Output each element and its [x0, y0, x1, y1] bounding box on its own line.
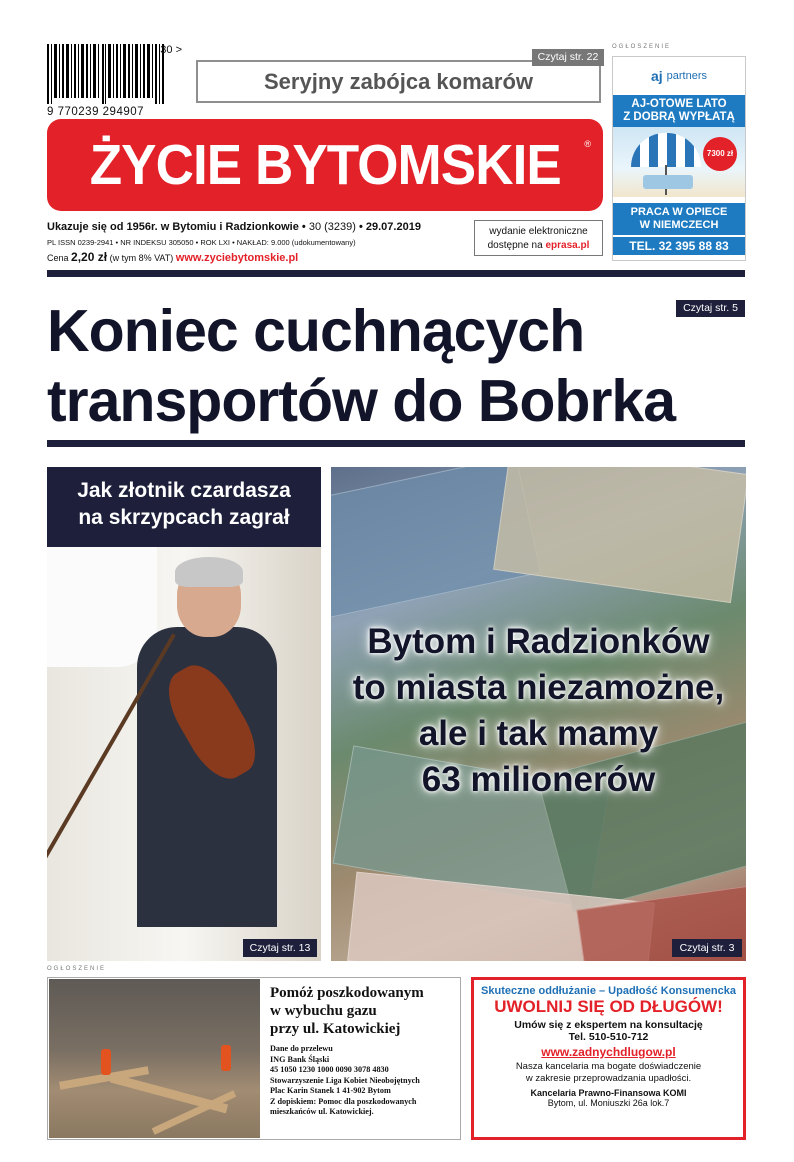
- ruins-photo: [49, 979, 260, 1138]
- logo-brand-short: aj: [650, 68, 663, 84]
- ad-debt-line7: w zakresie przeprowadzania upadłości.: [525, 1073, 692, 1084]
- masthead-title: ŻYCIE BYTOMSKIE: [89, 133, 561, 197]
- story-right-tag: Czytaj str. 3: [672, 939, 742, 957]
- ad-label-top: OGŁOSZENIE: [612, 44, 672, 50]
- headline-line1: Koniec cuchnących: [47, 298, 585, 364]
- aj-partners-logo: [613, 57, 745, 95]
- ad-debt-line1: Skuteczne oddłużanie – Upadłość Konsumencka: [481, 985, 736, 997]
- issue-date: • 29.07.2019: [358, 221, 421, 233]
- ad-debt-company: Kancelaria Prawno-Finansowa KOMI: [530, 1088, 687, 1098]
- eprasa-line1: wydanie elektroniczne: [489, 226, 588, 237]
- publication-info: [47, 221, 421, 233]
- masthead: [47, 119, 603, 211]
- ad-debt-phone: Tel. 510-510-712: [568, 1031, 649, 1043]
- price-suffix: (w tym 8% VAT): [109, 253, 174, 263]
- ad-gas-text: [270, 984, 458, 1118]
- ad-debt-desc: [474, 1061, 743, 1085]
- top-rule: [47, 270, 745, 277]
- main-headline[interactable]: [47, 296, 747, 436]
- eprasa-prefix: dostępne na: [487, 240, 543, 251]
- story-right-line2: to miasta niezamożne,: [352, 668, 725, 707]
- issn-info: PL ISSN 0239-2941 • NR INDEKSU 305050 • ROK LXI • NAKŁAD: 9.000 (udokumentowany): [47, 238, 356, 247]
- ad-footer: [613, 203, 745, 235]
- story-right-line3: ale i tak mamy: [418, 714, 659, 753]
- ad-debt-website[interactable]: www.zadnychdlugow.pl: [541, 1045, 676, 1059]
- ad-gas-title: [270, 984, 458, 1038]
- issue-marker: 30 >: [160, 44, 182, 56]
- ad-headline-1: AJ-OTOWE LATO: [631, 98, 727, 110]
- ad-headline: [613, 95, 745, 127]
- ad-label-bottom: OGŁOSZENIE: [47, 966, 107, 972]
- ad-gas-title-1: Pomóż poszkodowanym: [270, 985, 424, 1001]
- ad-footer-1: PRACA W OPIECE: [630, 206, 728, 218]
- price-info: [47, 250, 298, 264]
- top-teaser-tag: Czytaj str. 22: [532, 49, 604, 66]
- ad-phone: TEL. 32 395 88 83: [613, 237, 745, 255]
- ad-gas-account: 45 1050 1230 1000 0090 3078 4830: [270, 1065, 389, 1074]
- ad-debt-relief[interactable]: [471, 977, 746, 1140]
- ad-gas-body: [270, 1044, 458, 1118]
- ad-gas-body-1: Dane do przelewu: [270, 1044, 333, 1053]
- firefighter: [101, 1049, 111, 1075]
- registered-mark: ®: [584, 139, 591, 149]
- ad-debt-headline: UWOLNIJ SIĘ OD DŁUGÓW!: [494, 997, 723, 1016]
- publication-text: Ukazuje się od 1956r. w Bytomiu i Radzionkowie •: [47, 221, 306, 233]
- umbrella-icon: [631, 133, 701, 167]
- story-banknotes[interactable]: [331, 467, 746, 961]
- firefighter: [221, 1045, 231, 1071]
- violinist-hair: [175, 557, 243, 587]
- story-left-title-2: na skrzypcach zagrał: [78, 506, 290, 529]
- barcode: [47, 44, 182, 122]
- banknote-image: [493, 467, 746, 603]
- story-right-line4: 63 milionerów: [421, 760, 656, 799]
- logo-brand-name: partners: [666, 70, 708, 82]
- ad-footer-2: W NIEMCZECH: [639, 219, 719, 231]
- issue-number: 30 (3239): [308, 221, 356, 233]
- story-right-line1: Bytom i Radzionków: [367, 622, 710, 661]
- top-teaser-text: Seryjny zabójca komarów: [264, 68, 533, 94]
- eprasa-line2: [475, 239, 602, 253]
- barcode-number: 9 770239 294907: [47, 106, 145, 118]
- barcode-bars: [47, 44, 165, 104]
- salary-badge: 7300 zł: [703, 137, 737, 171]
- deck-chair: [643, 175, 693, 189]
- ad-headline-2: Z DOBRĄ WYPŁATĄ: [623, 111, 735, 123]
- ad-gas-explosion[interactable]: [47, 977, 461, 1140]
- story-left-tag: Czytaj str. 13: [243, 939, 317, 957]
- story-left-title: [47, 467, 321, 547]
- ad-gas-title-3: przy ul. Katowickiej: [270, 1021, 401, 1037]
- ad-gas-body-7: mieszkańców ul. Katowickiej.: [270, 1107, 374, 1116]
- story-left-title-1: Jak złotnik czardasza: [77, 479, 291, 502]
- headline-line2: transportów do Bobrka: [47, 368, 676, 434]
- website-link[interactable]: www.zyciebytomskie.pl: [175, 252, 299, 264]
- story-right-headline: [331, 619, 746, 803]
- eprasa-site: eprasa.pl: [545, 240, 590, 251]
- story-violinist[interactable]: [47, 467, 321, 961]
- headline-tag: Czytaj str. 5: [676, 300, 745, 317]
- bottom-rule: [47, 440, 745, 447]
- eprasa-box[interactable]: [474, 220, 603, 256]
- ad-debt-line6: Nasza kancelaria ma bogate doświadczenie: [515, 1061, 702, 1072]
- ad-gas-body-6: Z dopiskiem: Pomoc dla poszkodowanych: [270, 1096, 417, 1106]
- beach-image: [613, 127, 745, 197]
- ad-debt-address: Bytom, ul. Moniuszki 26a lok.7: [547, 1098, 670, 1108]
- ad-gas-title-2: w wybuchu gazu: [270, 1003, 377, 1019]
- ad-debt-line3: Umów się z ekspertem na konsultację: [514, 1019, 703, 1031]
- ad-gas-body-2: ING Bank Śląski: [270, 1054, 330, 1064]
- price-prefix: Cena: [47, 253, 69, 263]
- top-teaser[interactable]: [196, 60, 601, 103]
- price: 2,20 zł: [71, 250, 108, 264]
- ad-top-right[interactable]: [612, 56, 746, 261]
- ad-gas-body-5: Plac Karin Stanek 1 41-902 Bytom: [270, 1086, 391, 1095]
- ad-gas-body-4: Stowarzyszenie Liga Kobiet Nieobojętnych: [270, 1075, 420, 1085]
